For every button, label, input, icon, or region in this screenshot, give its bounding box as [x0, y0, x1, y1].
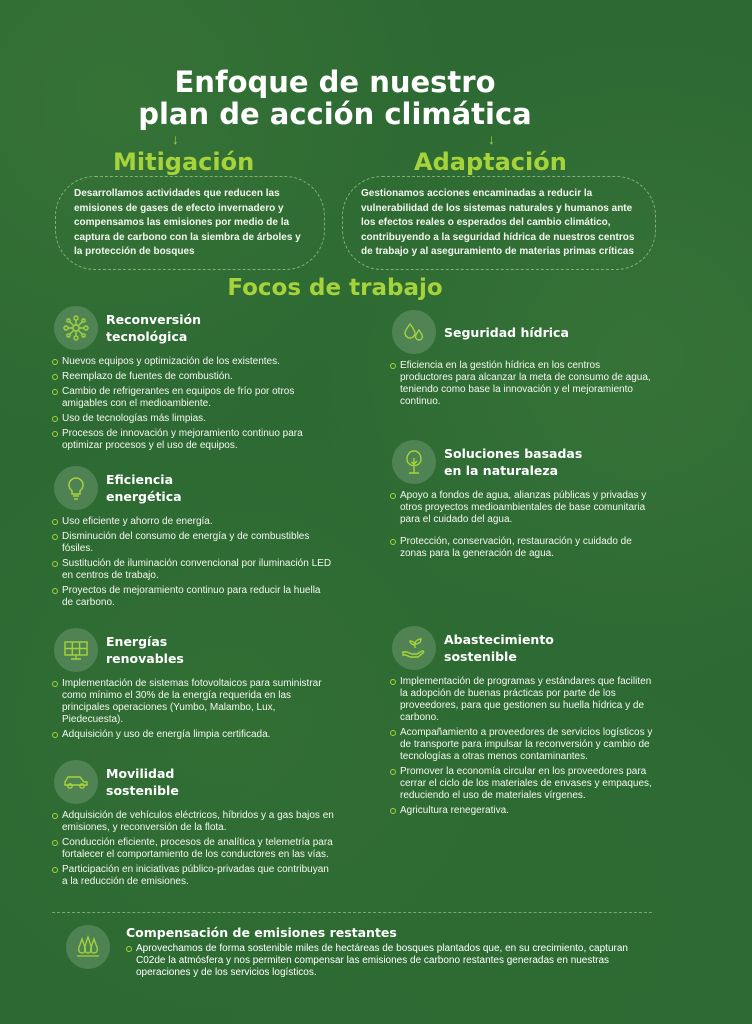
- list-item: Nuevos equipos y optimización de los existentes.: [52, 356, 334, 368]
- adaptacion-box: [342, 176, 656, 270]
- list-item: Eficiencia en la gestión hídrica en los centros productores para alcanzar la meta de consumo de agua, teniendo como base la innovación y el mejoramiento continuo.: [390, 360, 654, 408]
- focus-title-l2: sostenible: [444, 649, 517, 664]
- focus-reconversion: [54, 306, 334, 455]
- list-item: Conducción eficiente, procesos de analítica y telemetría para fortalecer el comportamiento de los conductores en las vías.: [52, 837, 334, 861]
- mitigacion-box: [55, 176, 325, 270]
- lightbulb-icon: [54, 466, 98, 510]
- page-title-line2: plan de acción climática: [138, 97, 532, 131]
- list-item: Acompañamiento a proveedores de servicios logísticos y de transporte para impulsar la reconversión y cambio de tecnologías a otras menos contaminantes.: [390, 727, 654, 763]
- focus-title-l1: Abastecimiento: [444, 632, 554, 647]
- list-item: Cambio de refrigerantes en equipos de frío por otros amigables con el medioambiente.: [52, 386, 334, 410]
- mitigacion-text: Desarrollamos actividades que reducen las emisiones de gases de efecto invernadero y compensamos las emisiones por medio de la captura de carbono con la siembra de árboles y la protección de bosques: [74, 188, 301, 257]
- list-item: Adquisición de vehículos eléctricos, híbridos y a gas bajos en emisiones, y reconversión de la flota.: [52, 810, 334, 834]
- list-item: Uso de tecnologías más limpias.: [52, 413, 334, 425]
- compensacion-section: [52, 912, 652, 990]
- focus-abastecimiento: [392, 626, 654, 820]
- focus-title-l1: Seguridad hídrica: [444, 324, 569, 340]
- focus-title-l1: Eficiencia: [106, 472, 174, 487]
- focus-title-l2: tecnológica: [106, 329, 188, 344]
- focus-title-l2: energética: [106, 489, 182, 504]
- focus-title-l1: Movilidad: [106, 766, 175, 781]
- list-item: Participación en iniciativas público-privadas que contribuyan a la reducción de emisiones.: [52, 864, 334, 888]
- focus-title-l1: Reconversión: [106, 312, 202, 327]
- car-icon: [54, 760, 98, 804]
- focus-title-l1: Soluciones basadas: [444, 446, 583, 461]
- focus-energias: [54, 628, 334, 744]
- network-icon: [54, 306, 98, 350]
- solar-panel-icon: [54, 628, 98, 672]
- list-item: Promover la economía circular en los proveedores para cerrar el ciclo de los materiales de envases y empaques, reduciendo el uso de materiales vírgenes.: [390, 766, 654, 802]
- list-item: Reemplazo de fuentes de combustión.: [52, 371, 334, 383]
- list-item: Disminución del consumo de energía y de combustibles fósiles.: [52, 531, 334, 555]
- page-title: [0, 66, 670, 130]
- arrow-down-icon: ↓: [172, 131, 179, 147]
- forest-icon: [66, 925, 110, 969]
- adaptacion-heading: Adaptación: [414, 148, 567, 176]
- mitigacion-heading: Mitigación: [113, 148, 255, 176]
- focus-title-l2: en la naturaleza: [444, 463, 559, 478]
- list-item: Implementación de programas y estándares que faciliten la adopción de buenas prácticas por parte de los proveedores, para que gestionen su huella hídrica y de carbono.: [390, 676, 654, 724]
- focus-title-l2: renovables: [106, 651, 184, 666]
- compensacion-text: Aprovechamos de forma sostenible miles de hectáreas de bosques plantados que, en su crecimiento, capturan C02de la atmósfera y nos permiten compensar las emisiones de carbono restantes generadas en nuestras operaciones y de los servicios logísticos.: [126, 943, 656, 979]
- list-item: Implementación de sistemas fotovoltaicos para suministrar como mínimo el 30% de la energía requerida en las principales operaciones (Yumbo, Malambo, Lux, Piedecuesta).: [52, 678, 334, 726]
- list-item: Agricultura renegerativa.: [390, 805, 654, 817]
- focus-seguridad: [392, 310, 654, 411]
- adaptacion-text: Gestionamos acciones encaminadas a reducir la vulnerabilidad de los sistemas naturales y humanos ante los efectos reales o esperados del cambio climático, contribuyendo a la seguridad hídrica de nuestros centros de trabajo y al aseguramiento de materias primas críticas: [361, 188, 635, 257]
- focus-title-l1: Energías: [106, 634, 168, 649]
- tree-icon: [392, 440, 436, 484]
- hand-plant-icon: [392, 626, 436, 670]
- focus-movilidad: [54, 760, 334, 891]
- page-title-line1: Enfoque de nuestro: [174, 65, 496, 99]
- focus-title-l2: sostenible: [106, 783, 179, 798]
- compensacion-title: Compensación de emisiones restantes: [126, 925, 397, 940]
- focos-title: Focos de trabajo: [227, 275, 443, 301]
- water-drops-icon: [392, 310, 436, 354]
- list-item: Proyectos de mejoramiento continuo para reducir la huella de carbono.: [52, 585, 334, 609]
- list-item: Procesos de innovación y mejoramiento continuo para optimizar procesos y el uso de equipos.: [52, 428, 334, 452]
- focus-eficiencia: [54, 466, 334, 612]
- arrow-down-icon: ↓: [488, 131, 495, 147]
- focus-soluciones: [392, 440, 654, 563]
- list-item: Apoyo a fondos de agua, alianzas públicas y privadas y otros proyectos medioambientales de base comunitaria para el cuidado del agua.: [390, 490, 654, 526]
- list-item: Protección, conservación, restauración y cuidado de zonas para la generación de agua.: [390, 536, 654, 560]
- list-item: Adquisición y uso de energía limpia certificada.: [52, 729, 334, 741]
- list-item: Sustitución de iluminación convencional por iluminación LED en centros de trabajo.: [52, 558, 334, 582]
- list-item: Uso eficiente y ahorro de energía.: [52, 516, 334, 528]
